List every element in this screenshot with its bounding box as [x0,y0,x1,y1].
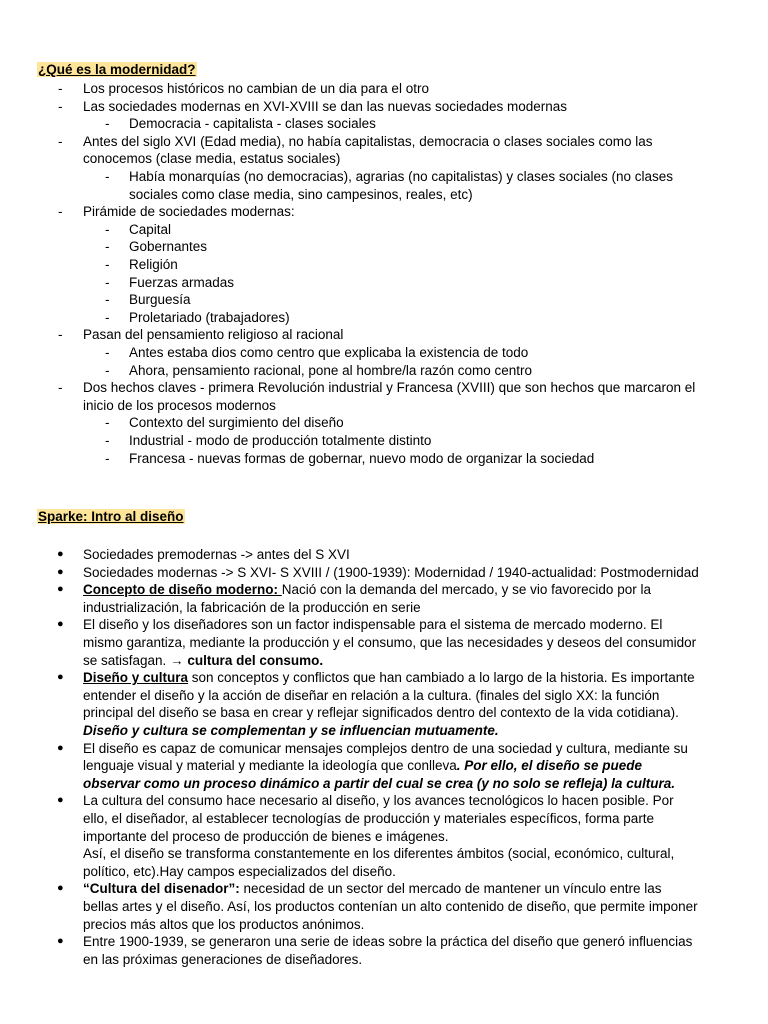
bullet-icon: ● [57,618,64,631]
bullet-line [83,792,674,810]
bullet-line [83,616,662,634]
text-run: Entre 1900-1939, se generaron una serie de ideas sobre la práctica del diseño que generó influencias [83,934,693,950]
text-run: Así, el diseño se transforma constantemente en los diferentes ámbitos (social, económico, cultural, [83,846,675,862]
bullet-line [83,828,448,846]
bullet-line [83,652,323,670]
bullet-line [83,687,659,705]
bullet-line [83,951,362,969]
bullet-icon: ● [57,565,64,578]
text-run: son conceptos y conflictos que han cambiado a lo largo de la historia. Es importante [188,670,695,686]
bullet-line [83,740,688,758]
bullet-line [83,634,696,652]
dash-marker: - [58,380,63,396]
section-heading-modernidad [37,61,197,78]
list-item-line: Las sociedades modernas en XVI-XVIII se dan las nuevas sociedades modernas [83,98,568,114]
list-item-line: Democracia - capitalista - clases sociales [129,116,376,132]
text-run: cultura del consumo. [187,652,324,668]
text-run: ello, el diseñador, al establecer tecnologías de producción y materiales específicos, forma parte [83,811,655,826]
heading-text: ¿Qué es la modernidad? [38,62,196,77]
text-run: . Por ello, el diseño se puede [456,758,643,774]
text-run: Diseño y cultura [83,670,189,686]
dash-marker: - [105,274,110,290]
dash-marker: - [105,362,110,378]
dash-marker: - [58,81,63,96]
bullet-line [83,599,421,617]
text-run: bellas artes y el diseño. Así, los productos contenían un alto contenido de diseño, que permite imponer [83,899,698,914]
bullet-icon: ● [57,794,64,807]
bullet-line [83,880,662,898]
text-run: Diseño y cultura se complementan y se influencian mutuamente. [83,723,499,738]
list-item-line: Religión [129,257,178,272]
list-item-line: Los procesos históricos no cambian de un dia para el otro [83,81,429,96]
dash-marker: - [105,450,110,466]
bullet-icon: ● [57,741,64,754]
bullet-icon: ● [57,935,64,948]
bullet-line [83,564,699,582]
bullet-line [83,845,674,863]
list-item-line: conocemos (clase media, estatus sociales) [83,151,341,167]
section-heading-sparke [37,508,185,525]
list-item-line: Fuerzas armadas [129,274,235,290]
list-item-line: sociales como clase media, sino campesinos, reales, etc) [129,186,473,202]
dash-marker: - [105,221,110,237]
bullet-line [83,810,654,828]
bullet-line [83,546,350,564]
text-run: precios más altos que los productos anónimos. [83,916,365,932]
text-run: mismo garantiza, mediante la producción y el consumo, que las necesidades y deseos del consumidor [83,635,697,650]
list-item-line: Ahora, pensamiento racional, pone al hombre/la razón como centro [129,362,532,378]
text-run: necesidad de un sector del mercado de mantener un vínculo entre las [239,881,662,897]
list-item-line: Francesa - nuevas formas de gobernar, nuevo modo de organizar la sociedad [129,450,595,466]
dash-marker: - [105,257,110,272]
text-run: La cultura del consumo hace necesario al diseño, y los avances tecnológicos lo hacen posible. Por [83,793,674,809]
bullet-icon: ● [57,671,64,684]
bullet-icon: ● [57,548,64,560]
text-run: Sociedades premodernas -> antes del S XVI [83,547,350,562]
text-run: entender el diseño y la acción de diseñar en relación a la cultura. (finales del siglo XX: la función [83,687,660,703]
dash-marker: - [58,327,63,343]
list-item-line: Pirámide de sociedades modernas: [83,204,295,220]
bullet-line [83,863,396,881]
dash-marker: - [58,204,63,220]
text-run: Sociedades modernas -> S XVI- S XVIII / (1900-1939): Modernidad / 1940-actualidad: Postmodernidad [83,564,699,580]
list-item-line: Dos hechos claves - primera Revolución industrial y Francesa (XVIII) que son hechos que marcaron el [83,380,696,396]
list-item-line: Capital [129,221,172,237]
list-item-line: Proletariado (trabajadores) [129,309,290,325]
text-run: “Cultura del disenador”: [83,881,240,897]
dash-marker: - [105,239,110,255]
bullet-line [83,775,675,793]
list-item-line: Contexto del surgimiento del diseño [129,415,344,431]
text-run: observar como un proceso dinámico a partir del cual se crea (y no solo se refleja) la cultura. [83,775,675,791]
dash-marker: - [105,116,110,132]
bullet-line [83,916,364,934]
text-run: industrialización, la fabricación de la producción en serie [83,599,421,615]
bullet-line [83,898,698,916]
list-item-line: inicio de los procesos modernos [83,397,276,413]
heading-text: Sparke: Intro al diseño [38,509,184,524]
text-run: El diseño es capaz de comunicar mensajes complejos dentro de una sociedad y cultura, mediante su [83,740,688,756]
list-item-line: Había monarquías (no democracias), agrarias (no capitalistas) y clases sociales (no clases [129,169,673,184]
bullet-icon: ● [57,882,64,895]
list-item-line: Burguesía [129,292,191,308]
dash-marker: - [105,345,110,360]
list-item-line: Pasan del pensamiento religioso al racional [83,327,344,343]
bullet-icon: ● [57,583,64,596]
list-item-line: Antes del siglo XVI (Edad media), no había capitalistas, democracia o clases sociales como las [83,133,653,149]
bullet-line [83,581,651,599]
dash-marker: - [105,433,110,448]
bullet-line [83,722,499,740]
text-run: Concepto de diseño moderno: [83,582,282,598]
text-run: principal del diseño se basa en crear y reflejar significados dentro del contexto de la vida cotidiana). [83,705,679,721]
dash-marker: - [105,292,110,308]
list-item-line: Industrial - modo de producción totalmente distinto [129,433,432,448]
text-run: en las próximas generaciones de diseñadores. [83,951,363,967]
list-item-line: Antes estaba dios como centro que explicaba la existencia de todo [129,345,529,360]
dash-marker: - [58,98,63,114]
text-run: se satisfagan. → [83,652,188,668]
list-item-line: Gobernantes [129,239,208,255]
dash-marker: - [58,133,63,149]
bullet-line [83,933,692,951]
dash-marker: - [105,309,110,325]
text-run: importante del proceso de producción de bienes e imágenes. [83,828,449,844]
bullet-line [83,757,642,775]
text-run: lenguaje visual y material y mediante la ideología que conlleva [83,758,457,774]
text-run: político, etc).Hay campos especializados del diseño. [83,863,396,879]
text-run: El diseño y los diseñadores son un factor indispensable para el sistema de mercado moderno. El [83,617,663,633]
bullet-line [83,704,679,722]
bullet-line [83,669,695,687]
text-run: Nació con la demanda del mercado, y se vio favorecido por la [281,582,651,598]
dash-marker: - [105,415,110,431]
dash-marker: - [105,169,110,184]
